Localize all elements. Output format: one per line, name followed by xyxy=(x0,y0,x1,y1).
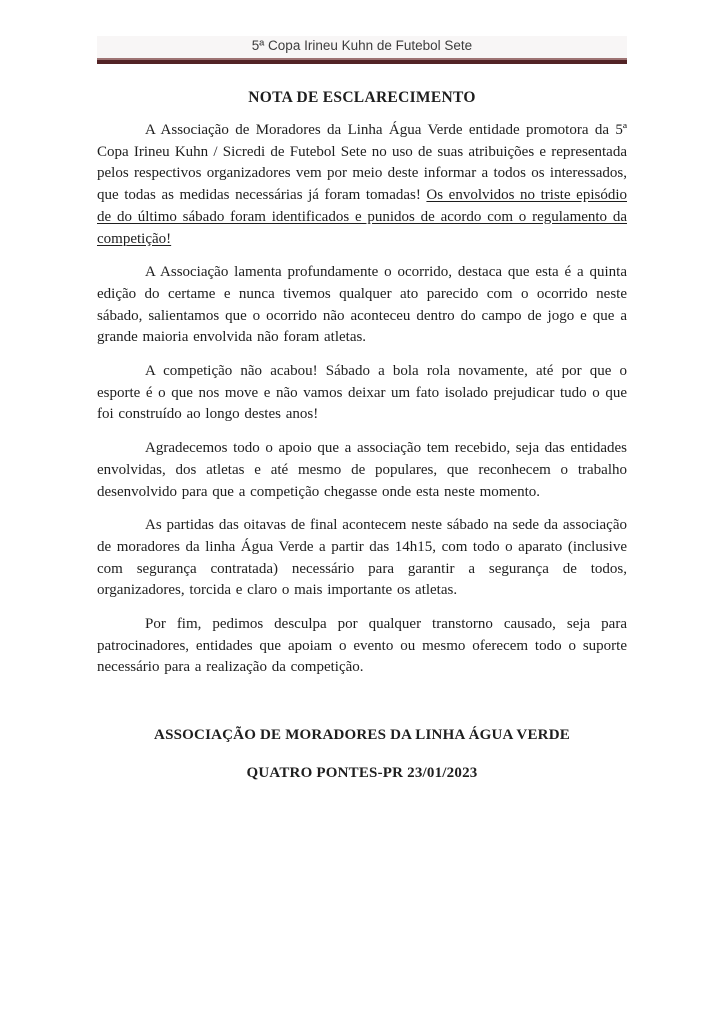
page-title: NOTA DE ESCLARECIMENTO xyxy=(248,89,476,106)
paragraph-1-text: A Associação de Moradores da Linha Água Verde entidade promotora da 5ª Copa Irineu Kuhn / Sicredi de Futebol Sete no uso de suas atribuições e representada pelos respectivos organizadores vem por meio deste informar a todos os interessados, que todas as medidas necessárias já foram tomadas! xyxy=(97,122,627,204)
header-title: 5ª Copa Irineu Kuhn de Futebol Sete xyxy=(97,36,627,58)
paragraph-5: As partidas das oitavas de final acontecem neste sábado na sede da associação de moradores da linha Água Verde a partir das 14h15, com todo o aparato (inclusive com segurança contratada) necessário para garantir a segurança de todos, organizadores, torcida e claro o mais importante os atletas. xyxy=(97,517,627,599)
paragraph-6: Por fim, pedimos desculpa por qualquer transtorno causado, seja para patrocinadores, entidades que apoiam o evento ou mesmo oferecem todo o suporte necessário para a realização da competição. xyxy=(97,616,627,676)
paragraph-3: A competição não acabou! Sábado a bola rola novamente, até por que o esporte é o que nos move e não vamos deixar um fato isolado prejudicar tudo o que foi construído ao longo destes anos! xyxy=(97,363,627,423)
document-body xyxy=(97,88,627,784)
document-header xyxy=(97,36,627,64)
paragraph-1-underlined-text: Os envolvidos no triste episódio de do último sábado foram identificados e punidos de acordo com o regulamento da competição! xyxy=(97,187,628,247)
footer-association-name: ASSOCIAÇÃO DE MORADORES DA LINHA ÁGUA VERDE xyxy=(154,727,570,744)
paragraph-1 xyxy=(97,120,627,250)
header-rule xyxy=(97,58,627,64)
paragraph-4: Agradecemos todo o apoio que a associação tem recebido, seja das entidades envolvidas, dos atletas e até mesmo de populares, que reconhecem o trabalho desenvolvido para que a competição chegasse onde esta neste momento. xyxy=(97,440,627,500)
paragraph-2: A Associação lamenta profundamente o ocorrido, destaca que esta é a quinta edição do certame e nunca tivemos qualquer ato parecido com o ocorrido neste sábado, salientamos que o ocorrido não aconteceu dentro do campo de jogo e que a grande maioria envolvida não foram atletas. xyxy=(97,264,627,346)
footer-place-date: QUATRO PONTES-PR 23/01/2023 xyxy=(246,765,478,782)
document-footer xyxy=(97,725,627,784)
